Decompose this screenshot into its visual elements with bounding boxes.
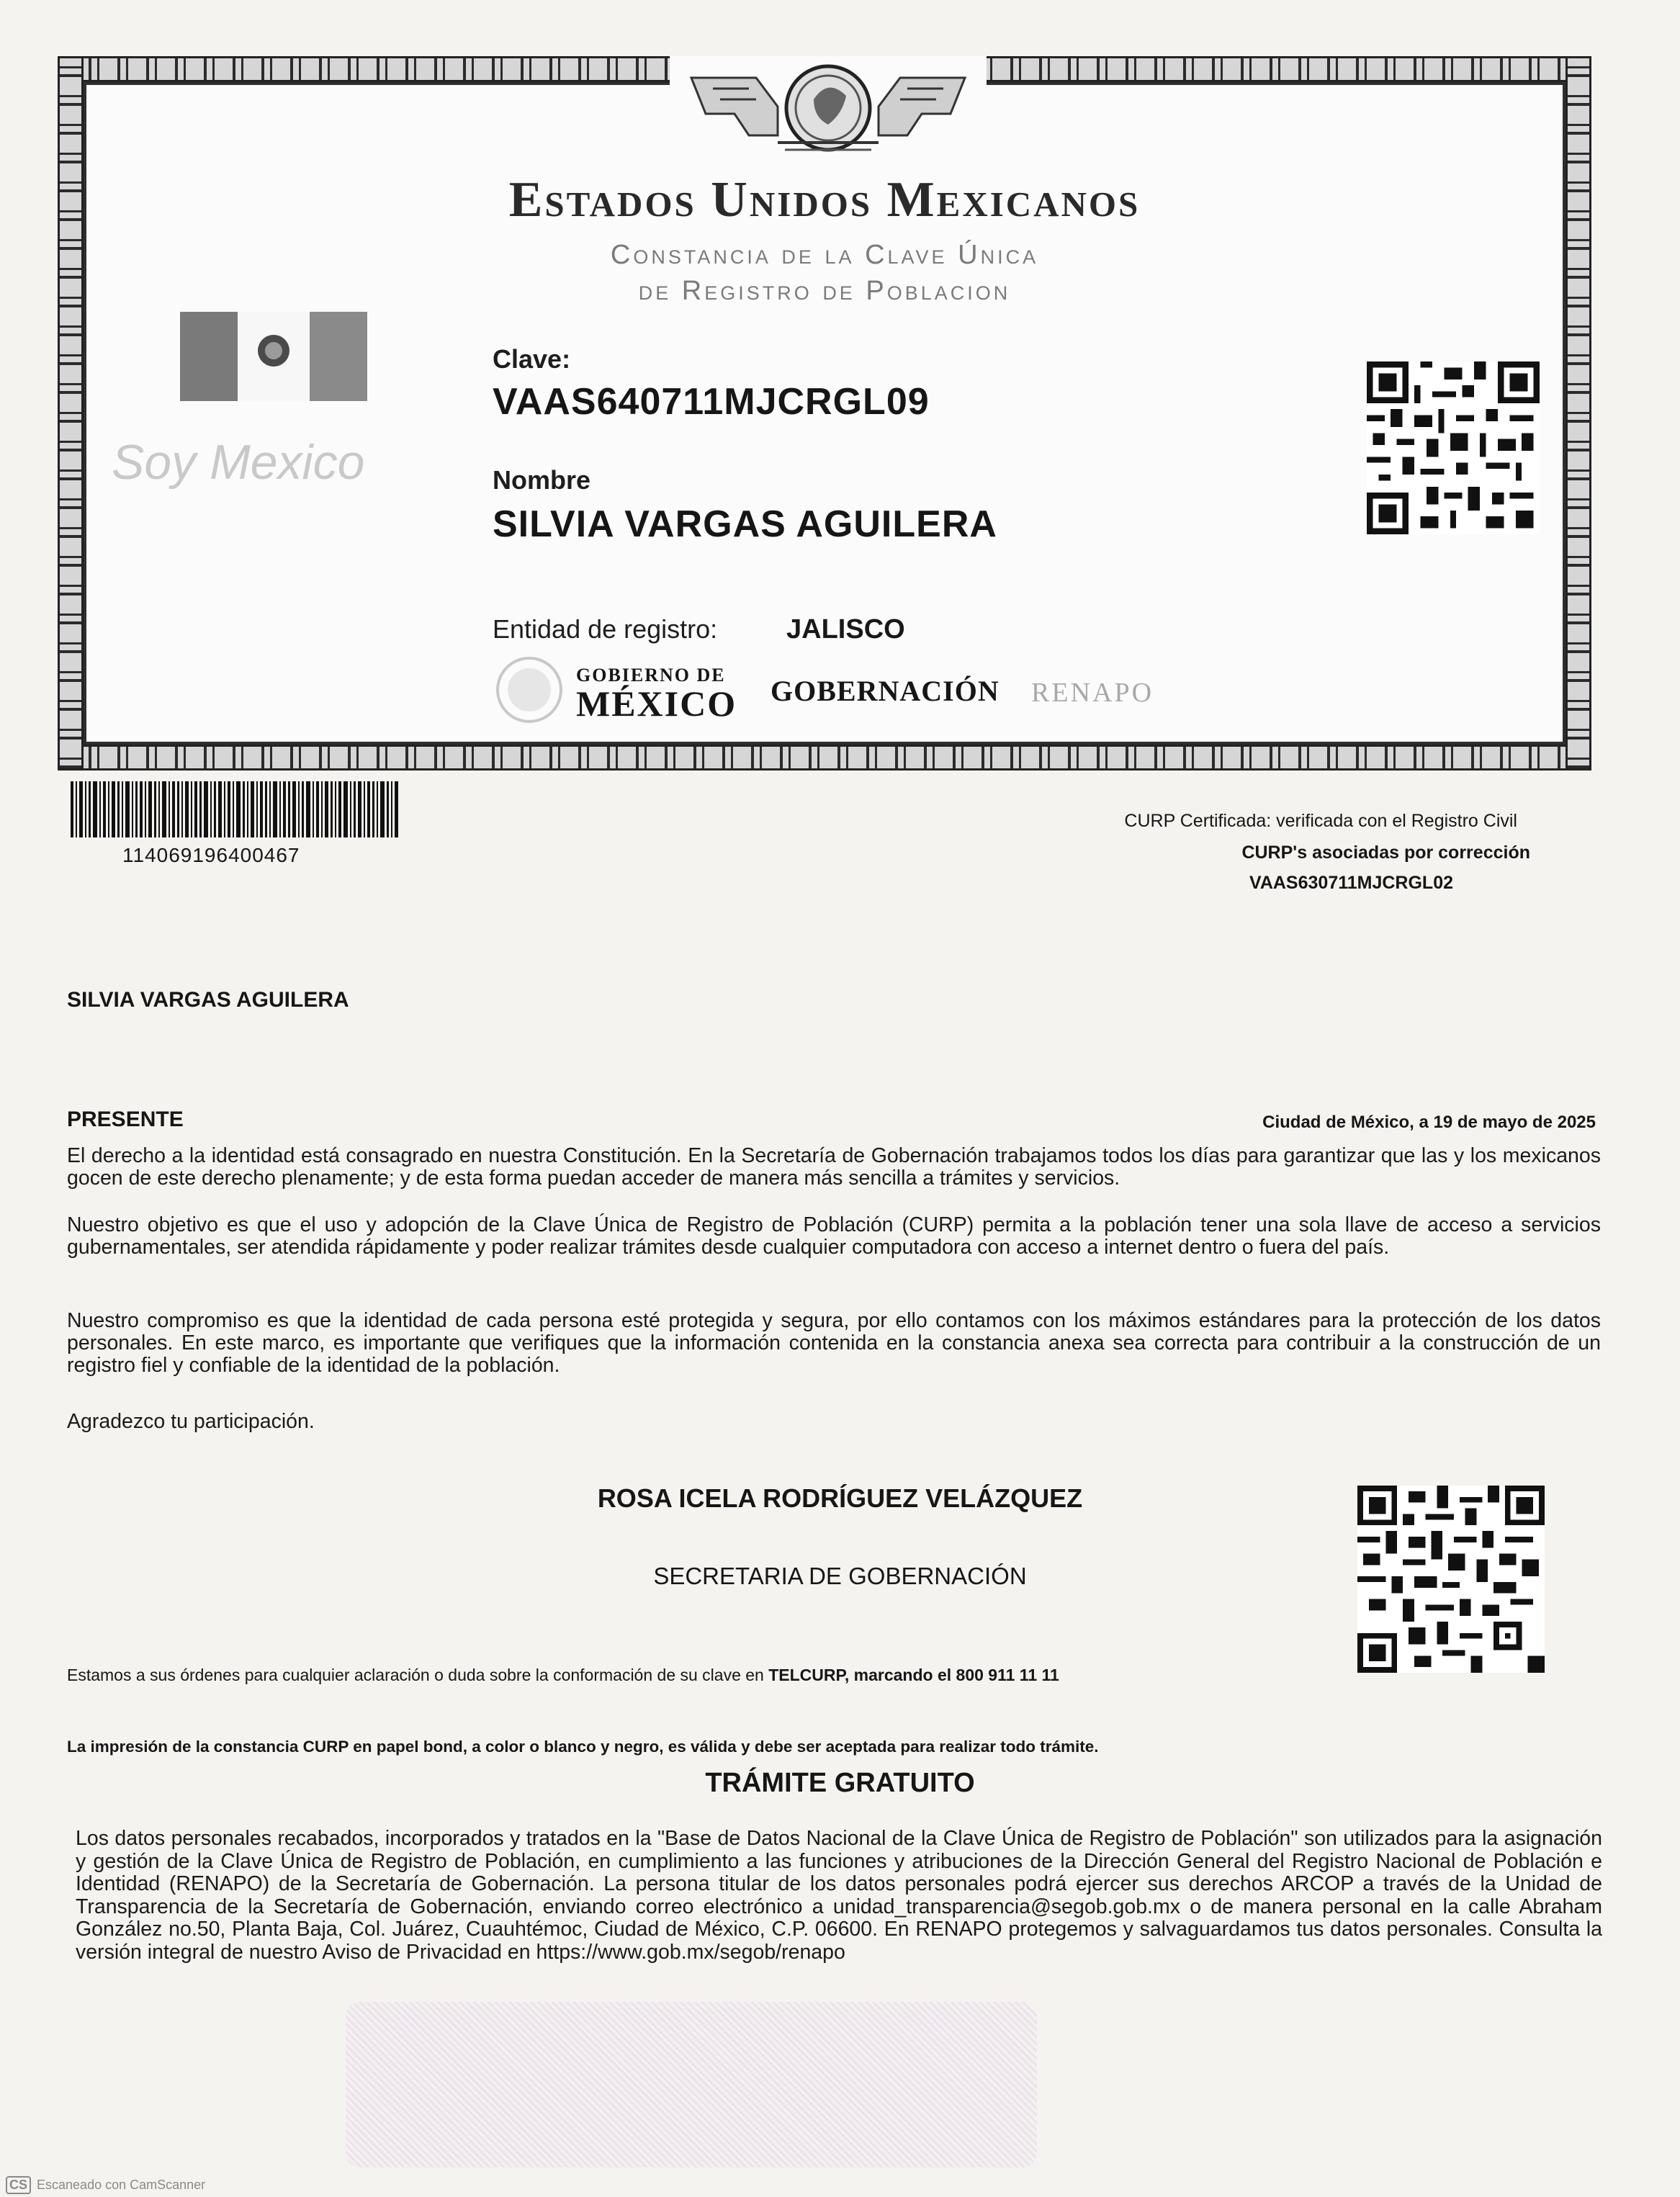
camscanner-icon: CS xyxy=(6,2176,31,2194)
letter-date: Ciudad de México, a 19 de mayo de 2025 xyxy=(1262,1113,1596,1132)
frame-border-bottom xyxy=(58,745,1591,770)
soy-mexico-watermark: Soy Mexico xyxy=(112,435,365,490)
tramite-gratuito-heading: TRÁMITE GRATUITO xyxy=(705,1768,975,1798)
scanner-footer-text: Escaneado con CamScanner xyxy=(37,2178,206,2192)
entidad-label: Entidad de registro: xyxy=(493,614,718,644)
signature-qr-code-icon xyxy=(1357,1485,1545,1673)
scan-smudge xyxy=(346,2002,1037,2167)
associated-curp-value: VAAS630711MJCRGL02 xyxy=(1249,873,1454,893)
privacy-notice: Los datos personales recabados, incorporados y tratados en la "Base de Datos Nacional de la Clave Única de Registro de Población" son utilizados para la asignación y gestión de la Clave Única de Registro de Población, en cumplimiento a las funciones y atribuciones de la Dirección General del Registro Nacional de Población e Identidad (RENAPO) de la Secretaría de Gobernación. La persona titular de los datos personales podrá ejercer sus derechos ARCOP a través de la Unidad de Transparencia de la Secretaría de Gobernación, enviando correo electrónico a unidad_transparencia@segob.gob.mx o de manera personal en la calle Abraham González no.50, Planta Baja, Col. Juárez, Cuauhtémoc, Ciudad de México, C.P. 06600. En RENAPO protegemos y salvaguardamos tus datos personales. Consulta la versión integral de nuestro Aviso de Privacidad en https://www.gob.mx/segob/renapo xyxy=(76,1827,1602,1964)
entidad-value: JALISCO xyxy=(786,614,905,644)
letter-paragraph-1: El derecho a la identidad está consagrado en nuestra Constitución. En la Secretaría de Gobernación trabajamos todos los días para garantizar que las y los mexicanos gocen de este derecho plenamente; y de esta forma puedan acceder de manera más sencilla a trámites y servicios. xyxy=(67,1144,1601,1190)
certificate-subtitle-line1: Constancia de la Clave Única xyxy=(610,240,1039,270)
letter-presente: PRESENTE xyxy=(67,1108,184,1131)
national-emblem-icon xyxy=(670,56,987,157)
letter-paragraph-3: Nuestro compromiso es que la identidad de cada persona esté protegida y segura, por ello contamos con los máximos estándares para la protección de los datos personales. En este marco, es importante que verifiques que la información contenida en la constancia anexa sea correcta para contribuir a la construcción de un registro fiel y confiable de la identidad de la población. xyxy=(67,1309,1601,1377)
gobierno-seal-icon xyxy=(493,654,565,726)
letter-addressee: SILVIA VARGAS AGUILERA xyxy=(67,988,349,1012)
nombre-label: Nombre xyxy=(493,465,591,495)
renapo-logo-text: RENAPO xyxy=(1031,678,1154,708)
telcurp-contact xyxy=(67,1666,1059,1685)
telcurp-text: Estamos a sus órdenes para cualquier aclaración o duda sobre la conformación de su clave en xyxy=(67,1666,769,1684)
signer-name: ROSA ICELA RODRÍGUEZ VELÁZQUEZ xyxy=(597,1483,1083,1513)
mexico-logo-text: MÉXICO xyxy=(576,683,737,724)
barcode-number: 114069196400467 xyxy=(122,844,300,866)
telcurp-phone: TELCURP, marcando el 800 911 11 11 xyxy=(768,1666,1059,1684)
barcode-icon xyxy=(71,781,398,837)
frame-border-right xyxy=(1566,56,1591,770)
print-validity-notice: La impresión de la constancia CURP en papel bond, a color o blanco y negro, es válida y debe ser aceptada para realizar todo trámite. xyxy=(67,1738,1099,1756)
letter-paragraph-4: Agradezco tu participación. xyxy=(67,1410,315,1433)
clave-label: Clave: xyxy=(493,344,571,374)
signer-position: SECRETARIA DE GOBERNACIÓN xyxy=(653,1563,1027,1589)
gobierno-de-text: GOBIERNO DE xyxy=(576,665,726,686)
scanner-footer xyxy=(6,2176,205,2194)
clave-value: VAAS640711MJCRGL09 xyxy=(493,381,930,423)
frame-border-left xyxy=(58,56,84,770)
curp-certificate xyxy=(58,56,1591,770)
curp-certified-status: CURP Certificada: verificada con el Registro Civil xyxy=(1124,811,1517,831)
certificate-title: Estados Unidos Mexicanos xyxy=(508,172,1141,228)
mexico-flag-icon xyxy=(180,292,389,407)
gobernacion-logo-text: GOBERNACIÓN xyxy=(771,675,1000,707)
letter-paragraph-2: Nuestro objetivo es que el uso y adopción de la Clave Única de Registro de Población (CURP) permita a la población tener una sola llave de acceso a servicios gubernamentales, ser atendida rápidamente y poder realizar trámites desde cualquier computadora con acceso a internet dentro o fuera del país. xyxy=(67,1213,1601,1259)
nombre-value: SILVIA VARGAS AGUILERA xyxy=(493,503,997,545)
associated-curp-label: CURP's asociadas por corrección xyxy=(1241,843,1530,863)
certificate-subtitle-line2: de Registro de Poblacion xyxy=(638,276,1011,306)
curp-qr-code-icon xyxy=(1367,361,1540,534)
